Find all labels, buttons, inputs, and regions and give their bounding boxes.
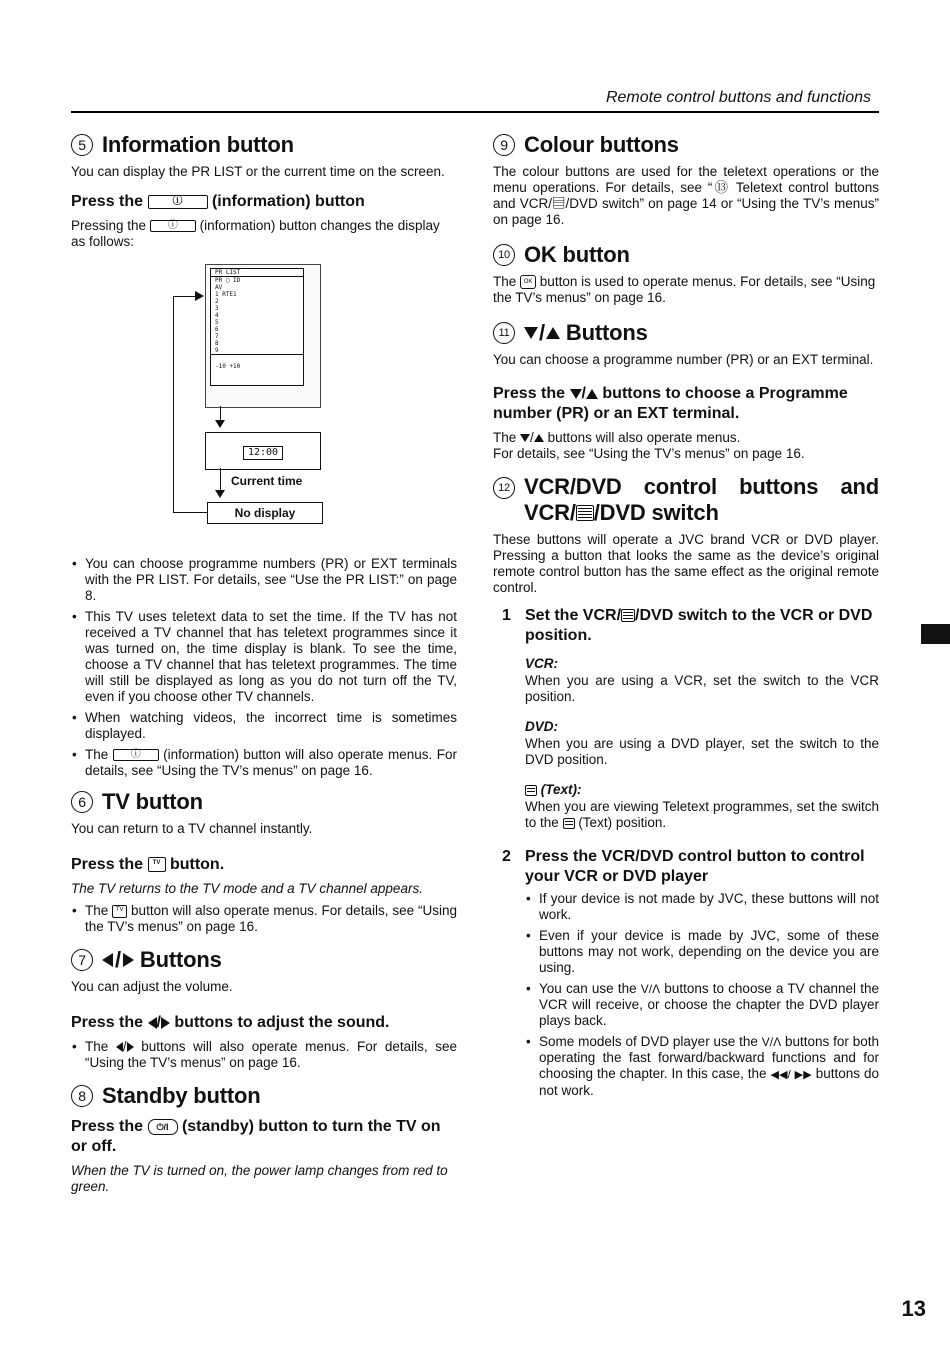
up-arrow-icon xyxy=(534,434,544,442)
section-10-text xyxy=(493,274,879,306)
pr-list-row: 7 xyxy=(215,333,219,340)
info-button-icon: ⓘ xyxy=(113,749,159,761)
teletext-icon xyxy=(576,505,594,521)
section-9-title xyxy=(493,132,879,158)
bullet-post: button will also operate menus. For details, see “Using the TV’s menus” on page 16. xyxy=(85,903,457,934)
section-10-title xyxy=(493,242,879,268)
text-mode-text xyxy=(525,799,879,831)
loop-line-top xyxy=(173,296,197,297)
pr-list-row: 6 xyxy=(215,326,219,333)
bullet-pre: You can use the xyxy=(539,981,637,996)
text-pre: The xyxy=(493,274,517,289)
right-column xyxy=(493,132,879,1104)
step-body xyxy=(525,847,879,1104)
section-5-title-text: Information button xyxy=(102,132,294,157)
page-header xyxy=(71,89,879,113)
current-time-label: Current time xyxy=(231,474,303,488)
section-9-text: The colour buttons are used for the teletext operations or the menu operations. For details, see “⑬ Teletext control buttons and VCR/▤/DVD switch” on page 14 or “Using the TV’s menus” on page 16. xyxy=(493,164,879,227)
rewind-icon: ◀◀/ xyxy=(770,1069,791,1081)
section-10-title-text: OK button xyxy=(524,242,630,267)
text-pre: When you are viewing Teletext programmes, set the switch to the xyxy=(525,799,879,830)
pr-list-cols: PR ▢ ID xyxy=(215,277,241,284)
info-display-diagram xyxy=(71,264,457,574)
up-arrow-icon xyxy=(546,327,560,339)
standby-button-icon: ⏻/I xyxy=(148,1119,178,1135)
section-7-title-text: Buttons xyxy=(139,947,222,972)
pr-list-screen xyxy=(205,264,321,408)
section-tab-marker xyxy=(921,624,950,644)
pr-list-footer: -10 +10 xyxy=(215,363,241,370)
teletext-icon xyxy=(525,785,537,796)
section-5-title xyxy=(71,132,457,158)
section-12-intro: These buttons will operate a JVC brand VCR or DVD player. Pressing a button that looks the same as the device’s original remote control button has the same effect as the original remote control. xyxy=(493,532,879,595)
section-12-title-line1: VCR/DVD control buttons and xyxy=(524,474,879,499)
section-6-title-text: TV button xyxy=(102,789,203,814)
bullet-post: buttons will also operate menus. For details, see “Using the TV’s menus” on page 16. xyxy=(85,1039,457,1070)
section-9-title-text: Colour buttons xyxy=(524,132,679,157)
text-pre: The xyxy=(493,430,517,445)
up-arrow-icon xyxy=(586,389,598,399)
pr-list-row: 5 xyxy=(215,319,219,326)
section-7-number: 7 xyxy=(71,949,93,971)
section-10-number: 10 xyxy=(493,244,515,266)
no-display-box xyxy=(207,502,323,524)
section-5-intro: You can display the PR LIST or the current time on the screen. xyxy=(71,164,445,179)
bullet-mid: buttons for both operating the fast forward/backward functions and for choosing the chapter. In this case, the xyxy=(539,1034,879,1081)
step-body xyxy=(525,606,879,831)
section-8-number: 8 xyxy=(71,1085,93,1107)
section-12-number: 12 xyxy=(493,477,515,499)
text-mode-label xyxy=(525,782,879,797)
arrow-line xyxy=(220,468,221,490)
text-post: buttons will also operate menus. xyxy=(547,430,741,445)
section-5-number: 5 xyxy=(71,134,93,156)
teletext-icon xyxy=(621,609,635,622)
right-arrow-icon xyxy=(127,1042,134,1052)
press-pre: Press the xyxy=(71,193,144,210)
bullet-pre: Some models of DVD player use the xyxy=(539,1034,758,1049)
section-9-number: 9 xyxy=(493,134,515,156)
press-pre: Press the xyxy=(493,385,566,402)
pr-list-title: PR LIST xyxy=(211,269,303,277)
title-post: /DVD switch to the VCR or DVD position. xyxy=(525,607,873,644)
fast-forward-icon: ▶▶ xyxy=(794,1069,812,1081)
section-12-title-line2 xyxy=(524,500,879,526)
section-6-press-heading xyxy=(71,855,457,875)
press-pre: Press the xyxy=(71,856,144,873)
section-11-number: 11 xyxy=(493,322,515,344)
arrow-right-icon xyxy=(195,291,204,301)
bullet xyxy=(85,903,457,935)
tv-button-icon: TV xyxy=(148,857,166,872)
bullet-post: buttons to choose a TV channel the VCR will receive, or choose the chapter the DVD player plays back. xyxy=(539,981,879,1028)
pr-list-panel xyxy=(210,268,304,386)
arrow-line xyxy=(220,406,221,420)
bullet: • When watching videos, the incorrect time is sometimes displayed. xyxy=(85,710,457,742)
bullet xyxy=(539,1034,879,1099)
bullet: • If your device is not made by JVC, these buttons will not work. xyxy=(539,891,879,923)
info-button-icon: ⓘ xyxy=(150,220,196,232)
text-post: button is used to operate menus. For details, see “Using the TV’s menus” on page 16. xyxy=(493,274,876,305)
pressing-post: (information) button changes the display as follows: xyxy=(71,218,440,249)
press-post: buttons to choose a Programme number (PR) or an EXT terminal. xyxy=(493,385,848,422)
down-arrow-icon xyxy=(524,327,538,339)
down-arrow-icon xyxy=(520,434,530,442)
section-11-intro: You can choose a programme number (PR) or an EXT terminal. xyxy=(493,352,874,367)
press-post: button. xyxy=(169,856,225,873)
pr-list-row1: 1 RTE1 xyxy=(215,291,237,298)
time-display-box xyxy=(205,432,321,470)
pr-list-row: 2 xyxy=(215,298,219,305)
bullet: • The / buttons will also operate menus. For details, see “Using the TV’s menus” on page 16. xyxy=(85,1039,457,1071)
left-arrow-icon xyxy=(148,1017,157,1029)
step-1 xyxy=(493,606,879,831)
bullet-pre: The xyxy=(85,1039,109,1054)
dvd-text: When you are using a DVD player, set the switch to the DVD position. xyxy=(525,736,879,767)
loop-line-left xyxy=(173,296,174,513)
left-column xyxy=(71,132,457,1195)
down-arrow-icon xyxy=(570,389,582,399)
dvd-label: DVD: xyxy=(525,719,558,734)
press-post: (information) button xyxy=(211,193,365,210)
section-7-press-heading: Press the / buttons to adjust the sound. xyxy=(71,1014,390,1031)
step-2-title: Press the VCR/DVD control button to control your VCR or DVD player xyxy=(525,848,865,885)
time-value: 12:00 xyxy=(243,446,283,460)
section-11-title: 11 / Buttons xyxy=(493,320,879,346)
press-pre: Press the xyxy=(71,1118,144,1135)
title-pre: VCR/ xyxy=(524,500,576,525)
right-arrow-icon xyxy=(161,1017,170,1029)
pr-list-av: AV xyxy=(215,284,223,291)
step-1-title xyxy=(525,606,879,646)
section-6-bullets xyxy=(71,903,457,935)
step-number: 1 xyxy=(502,607,511,624)
press-post: (standby) button to turn the TV on or off. xyxy=(71,1118,441,1155)
section-12-title xyxy=(493,474,879,526)
section-8-italic: When the TV is turned on, the power lamp changes from red to green. xyxy=(71,1163,448,1194)
section-6-number: 6 xyxy=(71,791,93,813)
section-6-title xyxy=(71,789,457,815)
left-arrow-icon xyxy=(116,1042,123,1052)
section-11-press-heading: Press the / buttons to choose a Programme number (PR) or an EXT terminal. xyxy=(493,385,848,422)
step-number: 2 xyxy=(502,848,511,865)
section-8-press-heading xyxy=(71,1117,457,1157)
bullet-post: (information) button will also operate menus. For details, see “Using the TV’s menus” on page 16. xyxy=(85,747,457,778)
section-11-line1: The / buttons will also operate menus. xyxy=(493,430,741,445)
channel-arrows-icon: V/Λ xyxy=(761,1035,782,1049)
press-pre: Press the xyxy=(71,1014,144,1031)
arrow-down-icon xyxy=(215,420,225,428)
section-5-bullets xyxy=(71,556,457,779)
section-7-intro: You can adjust the volume. xyxy=(71,979,233,994)
channel-arrows-icon: V/Λ xyxy=(640,982,661,996)
section-5-press-heading xyxy=(71,192,457,212)
bullet xyxy=(85,747,457,779)
pr-list-row: 9 xyxy=(211,347,303,355)
section-6-intro: You can return to a TV channel instantly. xyxy=(71,821,313,836)
section-5-pressing xyxy=(71,218,457,250)
section-6-italic: The TV returns to the TV mode and a TV channel appears. xyxy=(71,881,423,896)
bullet: • This TV uses teletext data to set the time. If the TV has not received a TV channel that has teletext programmes since it was turned on, the time display is blank. To see the time, choose a TV channel that has teletext programmes. The time will still be displayed as long as you do not turn off the TV, even if you choose other TV channels. xyxy=(85,609,457,705)
bullet-pre: The xyxy=(85,903,109,918)
bullet-post: buttons do not work. xyxy=(539,1066,879,1098)
section-7-title: 7 / Buttons xyxy=(71,947,457,973)
press-post: buttons to adjust the sound. xyxy=(174,1014,390,1031)
bullet: • Even if your device is made by JVC, some of these buttons may not work, depending on the device you are using. xyxy=(539,928,879,976)
right-arrow-icon xyxy=(123,953,134,967)
section-12-steps xyxy=(493,606,879,1104)
bullet xyxy=(539,981,879,1029)
section-7-bullets xyxy=(71,1039,457,1071)
step-2-bullets xyxy=(525,891,879,1099)
arrow-down-icon xyxy=(215,490,225,498)
bullet-pre: The xyxy=(85,747,109,762)
vcr-label: VCR: xyxy=(525,656,558,671)
text-label: (Text): xyxy=(540,782,582,797)
pr-list-row: 3 xyxy=(215,305,219,312)
page-number: 13 xyxy=(901,1296,926,1321)
header-title: Remote control buttons and functions xyxy=(605,89,871,106)
section-11-title-text: Buttons xyxy=(565,320,648,345)
pr-list-row: 4 xyxy=(215,312,219,319)
bullet: • You can choose programme numbers (PR) or EXT terminals with the PR LIST. For details, see “Use the PR LIST:” on page 8. xyxy=(85,556,457,604)
tv-button-icon: TV xyxy=(112,905,127,918)
section-8-title-text: Standby button xyxy=(102,1083,261,1108)
no-display-label: No display xyxy=(234,506,296,520)
pr-list-row: 8 xyxy=(215,340,219,347)
section-11-line2: For details, see “Using the TV’s menus” on page 16. xyxy=(493,446,805,461)
vcr-text: When you are using a VCR, set the switch to the VCR position. xyxy=(525,673,879,704)
title-pre: Set the VCR/ xyxy=(525,607,622,624)
pressing-pre: Pressing the xyxy=(71,218,147,233)
info-button-icon: ⓘ xyxy=(148,195,208,209)
loop-line-bottom xyxy=(173,512,207,513)
title-post: /DVD switch xyxy=(593,500,719,525)
teletext-icon xyxy=(563,818,575,829)
ok-button-icon: OK xyxy=(520,275,536,289)
step-2 xyxy=(493,847,879,1104)
section-8-title xyxy=(71,1083,457,1109)
left-arrow-icon xyxy=(102,953,113,967)
text-post: (Text) position. xyxy=(578,815,667,830)
